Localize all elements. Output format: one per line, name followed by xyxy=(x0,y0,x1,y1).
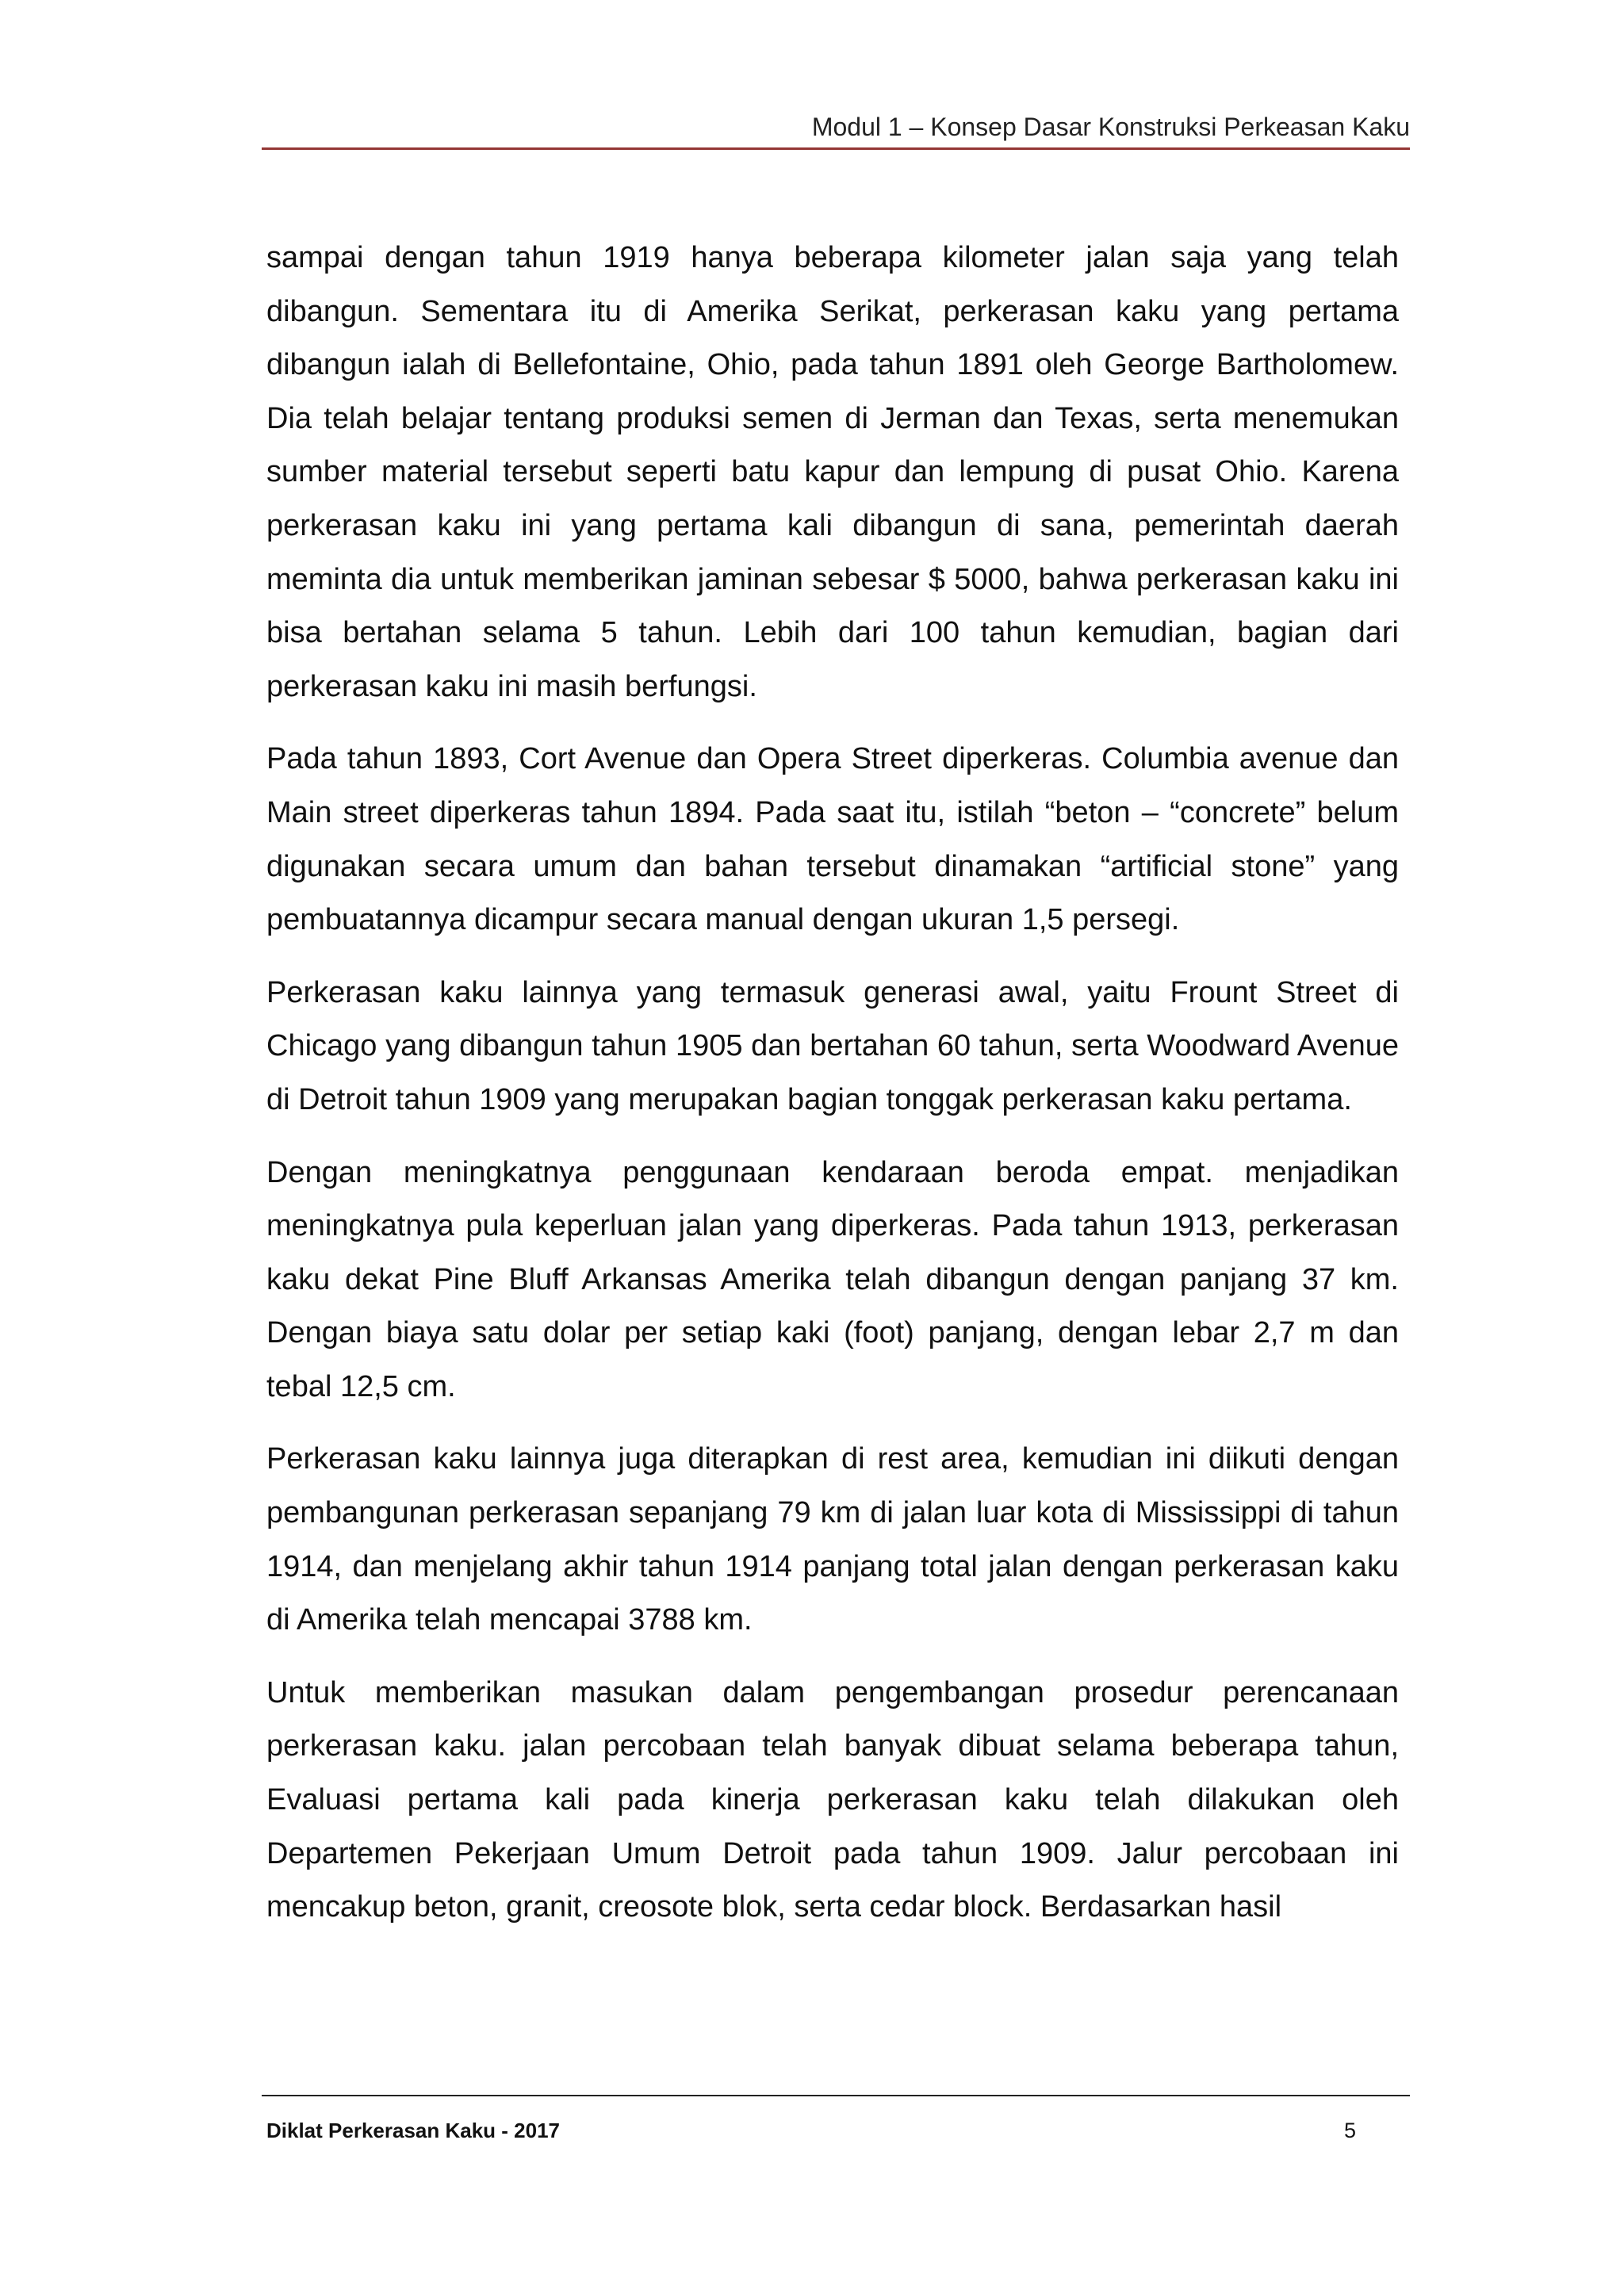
footer-title: Diklat Perkerasan Kaku - 2017 xyxy=(266,2119,560,2142)
paragraph: Pada tahun 1893, Cort Avenue dan Opera Street diperkeras. Columbia avenue dan Main street diperkeras tahun 1894. Pada saat itu, istilah “beton – “concrete” belum digunakan secara umum dan bahan tersebut dinamakan “artificial stone” yang pembuatannya dicampur secara manual dengan ukuran 1,5 persegi. xyxy=(266,742,1399,937)
header-rule xyxy=(262,147,1410,150)
paragraph: sampai dengan tahun 1919 hanya beberapa kilometer jalan saja yang telah dibangun. Sementara itu di Amerika Serikat, perkerasan kaku yang pertama dibangun ialah di Bellefontaine, Ohio, pada tahun 1891 oleh George Bartholomew. Dia telah belajar tentang produksi semen di Jerman dan Texas, serta menemukan sumber material tersebut seperti batu kapur dan lempung di pusat Ohio. Karena perkerasan kaku ini yang pertama kali dibangun di sana, pemerintah daerah meminta dia untuk memberikan jaminan sebesar $ 5000, bahwa perkerasan kaku ini bisa bertahan selama 5 tahun. Lebih dari 100 tahun kemudian, bagian dari perkerasan kaku ini masih berfungsi. xyxy=(266,241,1399,703)
paragraph: Untuk memberikan masukan dalam pengembangan prosedur perencanaan perkerasan kaku. jalan percobaan telah banyak dibuat selama beberapa tahun, Evaluasi pertama kali pada kinerja perkerasan kaku telah dilakukan oleh Departemen Pekerjaan Umum Detroit pada tahun 1909. Jalur percobaan ini mencakup beton, granit, creosote blok, serta cedar block. Berdasarkan hasil xyxy=(266,1675,1399,1924)
footer-rule xyxy=(262,2095,1410,2096)
page-number: 5 xyxy=(1343,2119,1356,2142)
paragraph: Dengan meningkatnya penggunaan kendaraan beroda empat. menjadikan meningkatnya pula keperluan jalan yang diperkeras. Pada tahun 1913, perkerasan kaku dekat Pine Bluff Arkansas Amerika telah dibangun dengan panjang 37 km. Dengan biaya satu dolar per setiap kaki (foot) panjang, dengan lebar 2,7 m dan tebal 12,5 cm. xyxy=(266,1155,1399,1403)
paragraph: Perkerasan kaku lainnya juga diterapkan di rest area, kemudian ini diikuti dengan pembangunan perkerasan sepanjang 79 km di jalan luar kota di Mississippi di tahun 1914, dan menjelang akhir tahun 1914 panjang total jalan dengan perkerasan kaku di Amerika telah mencapai 3788 km. xyxy=(266,1442,1399,1637)
paragraph: Perkerasan kaku lainnya yang termasuk generasi awal, yaitu Frount Street di Chicago yang dibangun tahun 1905 dan bertahan 60 tahun, serta Woodward Avenue di Detroit tahun 1909 yang merupakan bagian tonggak perkerasan kaku pertama. xyxy=(266,975,1399,1116)
running-header: Modul 1 – Konsep Dasar Konstruksi Perkeasan Kaku xyxy=(811,113,1410,141)
body-text xyxy=(266,232,1399,1954)
